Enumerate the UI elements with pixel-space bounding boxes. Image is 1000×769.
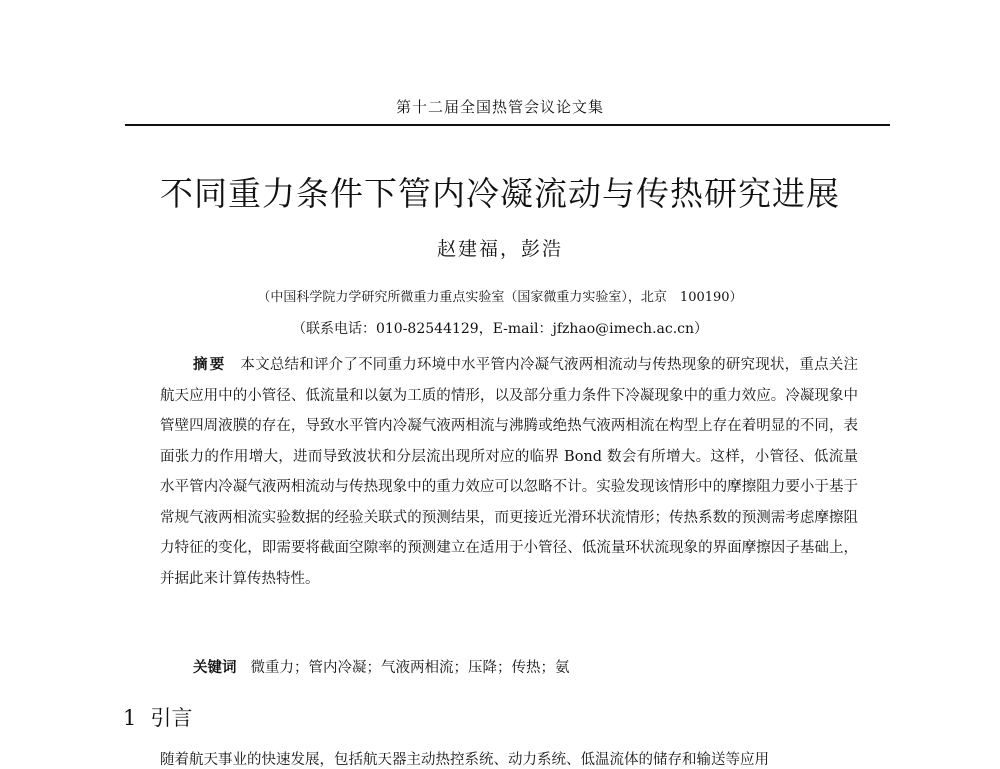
abstract [160,350,858,594]
section-number: 1 [123,706,137,730]
abstract-text: 本文总结和评介了不同重力环境中水平管内冷凝气液两相流动与传热现象的研究现状，重点关注航天应用中的小管径、低流量和以氨为工质的情形，以及部分重力条件下冷凝现象中的重力效应。冷凝现象中管壁四周液膜的存在，导致水平管内冷凝气液两相流与沸腾或绝热气液两相流在构型上存在着明显的不同，表面张力的作用增大，进而导致波状和分层流出现所对应的临界 Bond 数会有所增大。这样，小管径、低流量水平管内冷凝气液两相流动与传热现象中的重力效应可以忽略不计。实验发现该情形中的摩擦阻力要小于基于常规气液两相流实验数据的经验关联式的预测结果，而更接近光滑环状流情形；传热系数的预测需考虑摩擦阻力特征的变化，即需要将截面空隙率的预测建立在适用于小管径、低流量环状流现象的界面摩擦因子基础上，并据此来计算传热特性。 [160,357,858,587]
body-text: 随着航天事业的快速发展，包括航天器主动热控系统、动力系统、低温流体的储存和输送等应用 [160,752,769,768]
paper-title: 不同重力条件下管内冷凝流动与传热研究进展 [160,174,840,213]
authors: 赵建福，彭浩 [436,238,563,260]
keywords-label: 关键词 [193,660,237,676]
contact-info: （联系电话：010-82544129，E-mail：jfzhao@imech.ac.cn） [291,321,709,337]
section-title: 引言 [150,706,193,730]
running-head: 第十二届全国热管会议论文集 [395,98,604,116]
header-rule [125,124,890,126]
abstract-label: 摘要 [193,357,227,373]
section-heading [123,702,192,732]
keywords [193,656,570,677]
affiliation: （中国科学院力学研究所微重力重点实验室（国家微重力实验室），北京 100190） [257,290,743,305]
keywords-text: 微重力；管内冷凝；气液两相流；压降；传热；氨 [250,660,570,676]
